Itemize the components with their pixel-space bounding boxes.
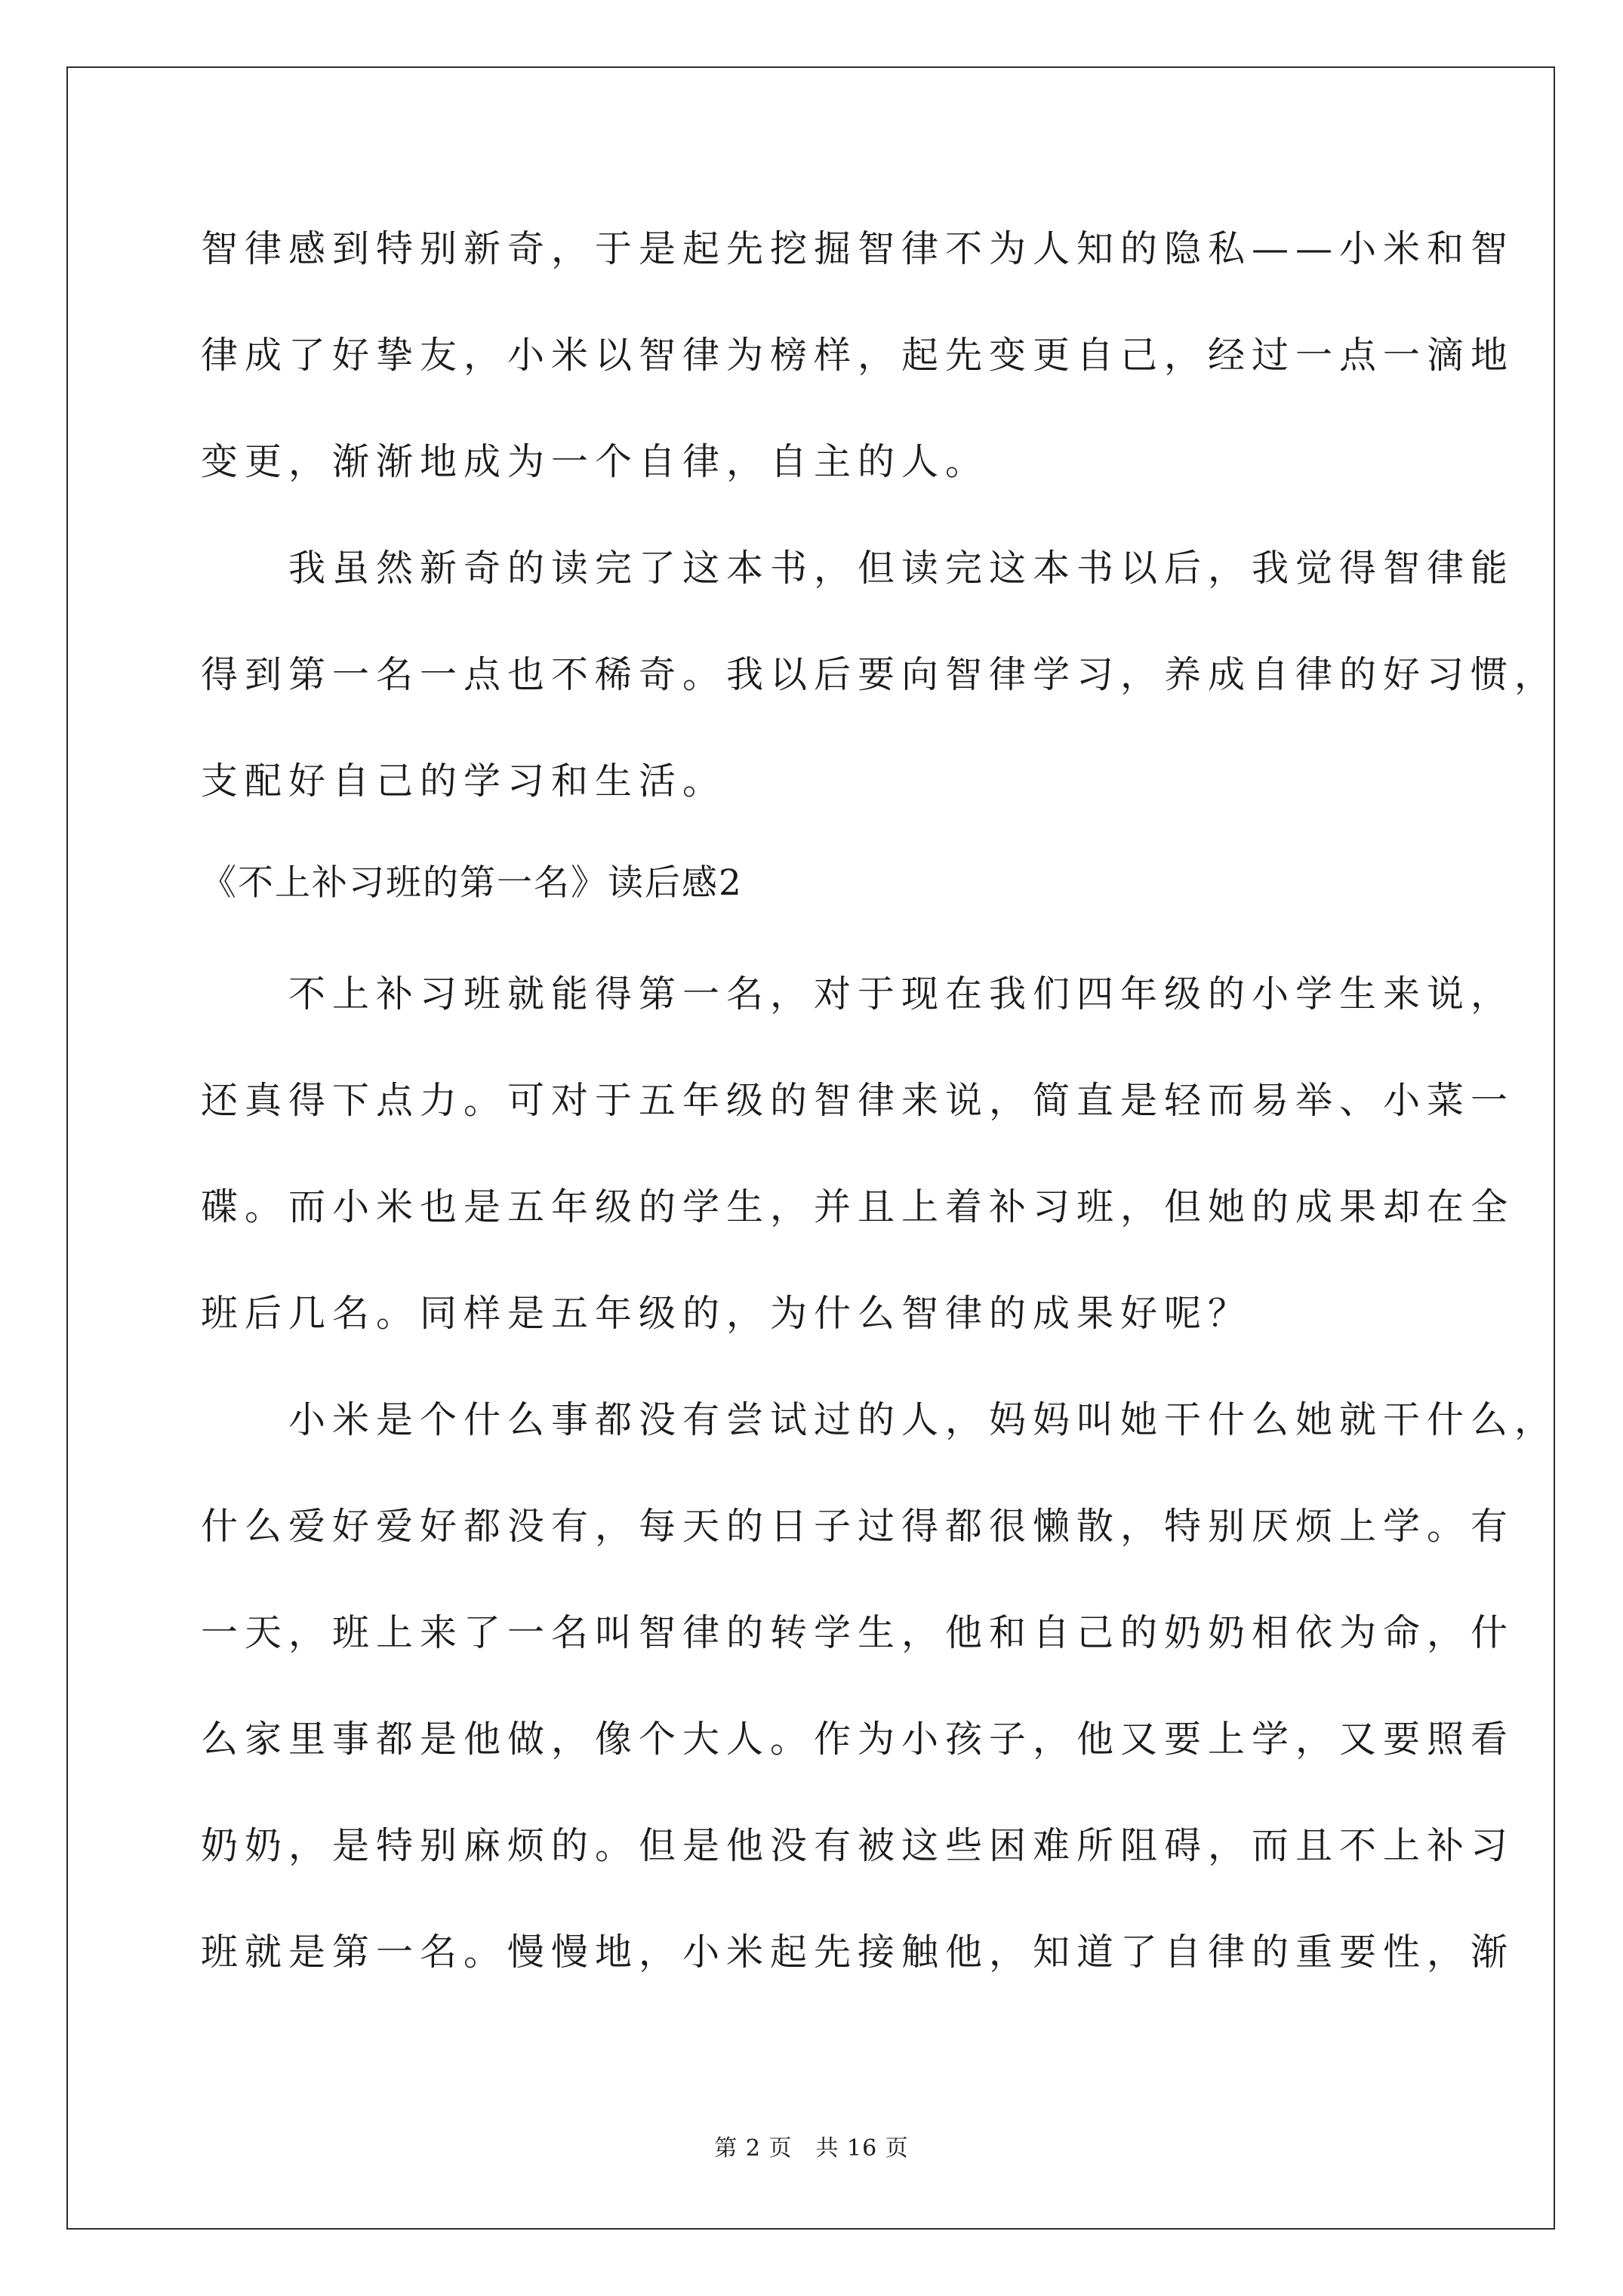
text-line: 奶奶，是特别麻烦的。但是他没有被这些困难所阻碍，而且不上补习 <box>201 1824 1515 1867</box>
text-line: 还真得下点力。可对于五年级的智律来说，简直是轻而易举、小菜一 <box>201 1079 1515 1122</box>
text-line: 智律感到特别新奇，于是起先挖掘智律不为人知的隐私——小米和智 <box>201 227 1515 270</box>
text-line: 么家里事都是他做，像个大人。作为小孩子，他又要上学，又要照看 <box>201 1718 1515 1761</box>
text-line: 我虽然新奇的读完了这本书，但读完这本书以后，我觉得智律能 <box>201 547 1515 590</box>
text-line: 得到第一名一点也不稀奇。我以后要向智律学习，养成自律的好习惯， <box>201 653 1559 696</box>
text-line: 什么爱好爱好都没有，每天的日子过得都很懒散，特别厌烦上学。有 <box>201 1505 1515 1548</box>
text-line: 班后几名。同样是五年级的，为什么智律的成果好呢？ <box>201 1292 1252 1335</box>
text-line: 支配好自己的学习和生活。 <box>201 760 727 803</box>
text-line: 变更，渐渐地成为一个自律，自主的人。 <box>201 440 990 483</box>
text-line: 不上补习班就能得第一名，对于现在我们四年级的小学生来说， <box>201 972 1515 1015</box>
text-line: 班就是第一名。慢慢地，小米起先接触他，知道了自律的重要性，渐 <box>201 1931 1515 1974</box>
text-line: 碟。而小米也是五年级的学生，并且上着补习班，但她的成果却在全 <box>201 1185 1515 1228</box>
section-heading: 《不上补习班的第一名》读后感2 <box>201 862 743 904</box>
page-border <box>66 66 1555 2230</box>
text-line: 小米是个什么事都没有尝试过的人，妈妈叫她干什么她就干什么， <box>201 1398 1559 1441</box>
text-line: 一天，班上来了一名叫智律的转学生，他和自己的奶奶相依为命，什 <box>201 1611 1515 1654</box>
text-line: 律成了好挚友，小米以智律为榜样，起先变更自己，经过一点一滴地 <box>201 334 1515 377</box>
page-number: 第 2 页 共 16 页 <box>714 2135 909 2162</box>
